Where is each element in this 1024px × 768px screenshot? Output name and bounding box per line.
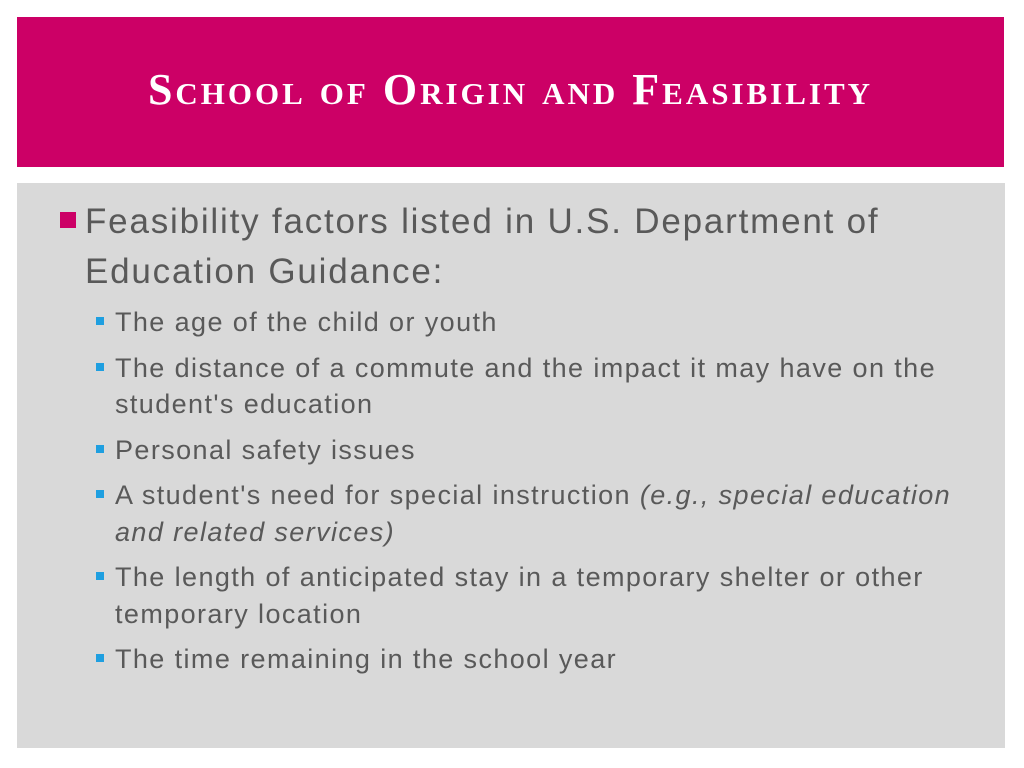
square-bullet-icon [96, 572, 104, 580]
slide-title: School of Origin and Feasibility [147, 65, 874, 114]
square-bullet-icon [60, 212, 76, 228]
square-bullet-icon [96, 363, 104, 371]
sub-bullet-text: Personal safety issues [115, 434, 416, 465]
main-bullet [60, 197, 990, 297]
sub-bullet-text: The time remaining in the school year [115, 644, 618, 674]
sub-bullet-text: A student's need for special instruction (e.g., special education and related services) [115, 480, 952, 547]
list-item [96, 559, 976, 632]
main-bullet-text: Feasibility factors listed in U.S. Department of Education Guidance: [85, 202, 880, 291]
content-area [17, 183, 1005, 748]
title-bar [17, 17, 1004, 167]
square-bullet-icon [96, 317, 104, 325]
list-item [96, 304, 976, 341]
list-item [96, 432, 976, 469]
sub-bullet-text: The length of anticipated stay in a temporary shelter or other temporary location [115, 562, 924, 629]
list-item [96, 350, 976, 423]
square-bullet-icon [96, 445, 104, 453]
square-bullet-icon [96, 654, 104, 662]
square-bullet-icon [96, 490, 104, 498]
sub-bullet-text: The age of the child or youth [115, 307, 498, 337]
sub-bullet-list [96, 304, 976, 687]
list-item [96, 477, 976, 550]
sub-bullet-text: The distance of a commute and the impact it may have on the student's education [115, 352, 936, 419]
list-item [96, 641, 976, 678]
